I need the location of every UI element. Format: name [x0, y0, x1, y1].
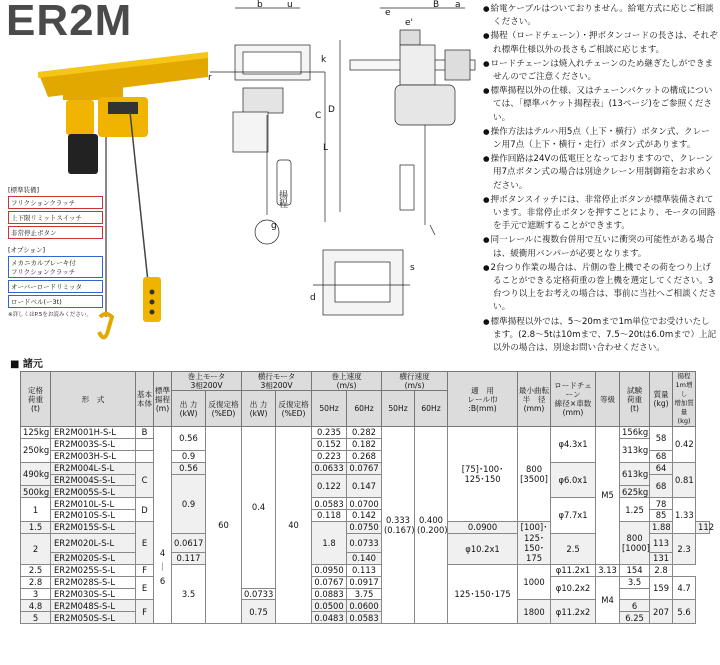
th-trav-50hz: 50Hz	[382, 391, 415, 427]
th-chain: ロードチェーン 線径×車数 (mm)	[551, 372, 596, 427]
th-capacity: 定格 荷重 (t)	[21, 372, 51, 427]
cell-body	[136, 438, 154, 450]
cell-capacity: 3	[21, 588, 51, 600]
legend-standard-item: フリクションクラッチ	[8, 196, 103, 209]
cell-extra: 5.6	[673, 600, 696, 624]
th-lift: 標準 揚程 (m)	[154, 372, 172, 427]
cell-test: 2.5	[551, 534, 596, 565]
cell-s60: 0.147	[347, 474, 382, 498]
th-body: 基本 本体	[136, 372, 154, 427]
cell-model: ER2M030S-S-L	[51, 588, 136, 600]
th-hoist-motor: 巻上モータ 3相200V	[172, 372, 242, 391]
dim-r: r	[208, 73, 212, 83]
cell-extra: 0.42	[673, 427, 696, 463]
cell-s50: 0.235	[312, 427, 347, 439]
cell-s50: 0.0950	[312, 564, 347, 576]
dim-C: C	[315, 111, 322, 121]
cell-capacity: 4.8	[21, 600, 51, 612]
cell-chain: φ11.2x2	[551, 600, 596, 624]
cell-output: 0.56	[172, 462, 206, 474]
cell-model: ER2M010L-S-L	[51, 498, 136, 510]
note-item: ● 標準揚程以外では、5〜20mまで1m単位でお受けいたします。(2.8〜5tは10mまで、7.5〜20tは6.0mまで）上記以外の場合は、別途お問い合わせください。	[483, 315, 718, 356]
th-output: 出 力 (kW)	[172, 391, 206, 427]
cell-chain: φ6.0x1	[551, 462, 596, 498]
th-hoist-speed: 巻上速度 (m/s)	[312, 372, 382, 391]
cell-radius: 1800	[518, 600, 551, 624]
cell-chain: φ4.3x1	[551, 427, 596, 463]
cell-test: 1.88	[650, 522, 673, 534]
cell-model: ER2M020S-S-L	[51, 552, 136, 564]
note-item: ● 標準揚程以外の仕様、又はチェーンバケットの構成については、「標準バケット揚程表」(13ページ)をご参照ください。	[483, 84, 718, 125]
cell-capacity: 2.5	[21, 564, 51, 576]
cell-radius: 800 [1000]	[620, 522, 650, 565]
cell-s50: 0.0617	[172, 534, 206, 553]
cell-s60: 0.113	[347, 564, 382, 576]
cell-grade: M4	[596, 576, 620, 624]
cell-output: 3.5	[172, 564, 206, 623]
cell-model: ER2M010S-S-L	[51, 510, 136, 522]
cell-grade: M5	[596, 427, 620, 565]
cell-s50: 0.0583	[312, 498, 347, 510]
cell-capacity: 125kg	[21, 427, 51, 439]
cell-chain: φ10.2x2	[551, 576, 596, 600]
dim-b: b	[257, 0, 263, 10]
cell-mass: 78	[650, 498, 673, 510]
cell-model: ER2M050S-S-L	[51, 612, 136, 624]
cell-s50: 0.0483	[312, 612, 347, 624]
cell-body	[136, 450, 154, 462]
note-item: ● 給電ケーブルはついておりません。給電方式に応じご相談ください。	[483, 2, 718, 29]
cell-output: 0.56	[172, 427, 206, 451]
dim-e: e	[385, 8, 391, 18]
cell-chain: φ10.2x1	[448, 534, 518, 565]
cell-body: E	[136, 576, 154, 600]
cell-body: B	[136, 427, 154, 439]
th-model: 形 式	[51, 372, 136, 427]
cell-model: ER2M005S-S-L	[51, 486, 136, 498]
cell-s60: 0.0733	[347, 534, 382, 553]
cell-s50: 0.0733	[242, 588, 276, 600]
cell-capacity: 490kg	[21, 462, 51, 486]
cell-s60: 0.0767	[347, 462, 382, 474]
dim-lift: 揚程	[277, 190, 287, 208]
dim-g: g	[271, 221, 277, 231]
cell-s50: 0.122	[312, 474, 347, 498]
note-item: ● 操作回路は24Vの低電圧となっておりますので、クレーン用7点ボタン式の場合は別途クレーン用制御箱をお求めください。	[483, 152, 718, 193]
dim-k: k	[321, 55, 327, 65]
dim-s: s	[410, 263, 415, 273]
cell-mass: 131	[650, 552, 673, 564]
dimension-drawing	[205, 0, 480, 345]
cell-mass: 154	[620, 564, 650, 576]
cell-s60: 0.0883	[312, 588, 347, 600]
cell-extra: 0.81	[673, 462, 696, 498]
cell-test: 6	[620, 600, 650, 612]
cell-s60: 0.0917	[347, 576, 382, 588]
cell-s60: 0.140	[347, 552, 382, 564]
cell-output: 0.9	[172, 450, 206, 462]
cell-model: ER2M003S-S-L	[51, 438, 136, 450]
cell-s60: 0.182	[347, 438, 382, 450]
cell-test: 313kg	[620, 438, 650, 462]
th-radius: 最小曲転 半 径 (mm)	[518, 372, 551, 427]
th-mass: 質量 (kg)	[650, 372, 673, 427]
cell-extra: 1.33	[673, 498, 696, 534]
note-item: ● 同一レールに複数台併用で互いに衝突の可能性がある場合は、緩衝用バンパーが必要となります。	[483, 233, 718, 260]
th-trav-speed: 横行速度 (m/s)	[382, 372, 448, 391]
cell-test: 1.25	[620, 498, 650, 522]
th-trav-output: 出 力 (kW)	[242, 391, 276, 427]
cell-s60: 0.0900	[448, 522, 518, 534]
cell-extra: 2.8	[650, 564, 673, 576]
cell-rail: 125･150･175	[448, 564, 518, 623]
th-50hz: 50Hz	[312, 391, 347, 427]
cell-body: E	[136, 522, 154, 565]
note-item: ● 揚程（ロードチェーン）・押ボタンコードの長さは、それぞれ標準仕様以外の長さもご相談に応じます。	[483, 29, 718, 56]
cell-model: ER2M020L-S-L	[51, 534, 136, 553]
th-trav-ed: 反復定格 (%ED)	[276, 391, 312, 427]
cell-rail: [100]･125･ 150･175	[518, 522, 551, 565]
note-item: ● 2台つり作業の場合は、片側の巻上機でその荷をつり上げることができる定格荷重の巻上機を選定してください。3台つり以上をお考えの場合は、事前に当社へご相談ください。	[483, 261, 718, 315]
photo-legend	[8, 182, 103, 318]
cell-mass: 58	[650, 427, 673, 451]
legend-option-item: オーバーロードリミッタ	[8, 280, 103, 293]
spec-table	[20, 371, 715, 624]
cell-body: C	[136, 462, 154, 498]
cell-model: ER2M015S-S-L	[51, 522, 136, 534]
cell-mass: 207	[650, 600, 673, 624]
cell-capacity: 1	[21, 498, 51, 522]
th-rail: 適 用 レール巾 :B(mm)	[448, 372, 518, 427]
legend-option-header: [オプション]	[8, 246, 45, 254]
cell-s50: 0.0767	[312, 576, 347, 588]
cell-test: 613kg	[620, 462, 650, 486]
th-extra: 揚程 1m増し 増加質量 (kg)	[674, 372, 694, 425]
cell-mass: 112	[696, 522, 710, 534]
dim-d: d	[310, 293, 316, 303]
cell-test: 156kg	[620, 427, 650, 439]
cell-extra: 4.7	[673, 576, 696, 600]
legend-note: ※詳しくはP.5をお読みください。	[8, 312, 92, 318]
cell-trav-output: 0.75	[242, 600, 276, 624]
note-item: ● ロードチェーンは焼入れチェーンのため継ぎたしができませんのでご注意ください。	[483, 57, 718, 84]
dim-B: B	[433, 0, 440, 10]
page-title: ER2M	[6, 0, 133, 45]
th-grade: 等級	[596, 372, 620, 427]
cell-s60: 0.282	[347, 427, 382, 439]
cell-extra: 2.3	[673, 534, 696, 565]
dim-a: a	[455, 0, 461, 10]
cell-radius: 1000	[518, 564, 551, 600]
cell-test: 3.5	[620, 576, 650, 588]
cell-output: 1.8	[312, 522, 347, 565]
cell-test: 625kg	[620, 486, 650, 498]
th-test: 試験 荷重 (t)	[620, 372, 650, 427]
dim-D: D	[328, 105, 335, 115]
cell-model: ER2M048S-S-L	[51, 600, 136, 612]
cell-radius: 800 [3500]	[518, 427, 551, 522]
cell-s50: 0.223	[312, 450, 347, 462]
legend-standard-header: [標準装備]	[8, 186, 40, 194]
dim-u: u	[287, 0, 293, 10]
cell-mass: 85	[650, 510, 673, 522]
cell-test: 6.25	[620, 612, 650, 624]
cell-chain: φ11.2x1	[551, 564, 596, 576]
cell-s60: 0.0600	[347, 600, 382, 612]
cell-trav-s60: 0.400 (0.200)	[415, 427, 448, 624]
cell-s60: 0.0700	[347, 498, 382, 510]
cell-mass: 113	[650, 534, 673, 553]
cell-model: ER2M001H-S-L	[51, 427, 136, 439]
cell-capacity: 2	[21, 534, 51, 565]
cell-s60: 0.268	[347, 450, 382, 462]
cell-trav-s50: 0.333 (0.167)	[382, 427, 415, 624]
cell-model: ER2M004L-S-L	[51, 462, 136, 474]
dim-e-prime: e'	[405, 18, 414, 28]
cell-capacity: 250kg	[21, 438, 51, 462]
cell-lift: 4 ｜ 6	[154, 427, 172, 624]
cell-capacity: 5	[21, 612, 51, 624]
notes-list	[483, 2, 718, 355]
cell-capacity: 1.5	[21, 522, 51, 534]
cell-body: D	[136, 498, 154, 522]
dim-L: L	[323, 143, 329, 153]
note-item: ● 操作方法はテルハ用5点（上下・横行）ボタン式、クレーン用7点（上下・横行・走行）ボタン式があります。	[483, 125, 718, 152]
cell-mass: 159	[650, 576, 673, 600]
legend-standard-item: 上下限リミットスイッチ	[8, 211, 103, 224]
section-title: ■ 諸元	[10, 359, 43, 370]
cell-mass: 64	[650, 462, 673, 474]
th-60hz: 60Hz	[347, 391, 382, 427]
cell-model: ER2M003H-S-L	[51, 450, 136, 462]
cell-capacity: 500kg	[21, 486, 51, 498]
th-trav-60hz: 60Hz	[415, 391, 448, 427]
legend-option-item: メカニカルブレーキ付 フリクションクラッチ	[8, 256, 103, 278]
cell-model: ER2M004S-S-L	[51, 474, 136, 486]
cell-test: 3.75	[347, 588, 382, 600]
cell-mass: 68	[650, 450, 673, 462]
cell-capacity: 2.8	[21, 576, 51, 588]
cell-s50: 0.152	[312, 438, 347, 450]
cell-rail: [75]･100･ 125･150	[448, 427, 518, 522]
legend-standard-item: 非常停止ボタン	[8, 226, 103, 239]
cell-s50: 0.0633	[312, 462, 347, 474]
cell-output: 0.9	[172, 474, 206, 533]
cell-model: ER2M028S-S-L	[51, 576, 136, 588]
cell-chain: φ7.7x1	[551, 498, 596, 534]
cell-body: F	[136, 600, 154, 624]
cell-trav-ed: 40	[276, 427, 312, 624]
cell-test: 3.13	[596, 564, 620, 576]
cell-s50: 0.0500	[312, 600, 347, 612]
note-item: ● 押ボタンスイッチには、非常停止ボタンが標準装備されています。非常停止ボタンを押すことにより、モータの回路を手元で遮断することができます。	[483, 193, 718, 234]
cell-body: F	[136, 564, 154, 576]
cell-s50: 0.117	[172, 552, 206, 564]
legend-option-item: ロードベル(ー3t)	[8, 295, 103, 308]
th-trav-motor: 横行モータ 3相200V	[242, 372, 312, 391]
cell-s50: 0.0750	[347, 522, 382, 534]
cell-s60: 0.142	[347, 510, 382, 522]
cell-ed: 60	[206, 427, 242, 624]
th-ed: 反復定格 (%ED)	[206, 391, 242, 427]
cell-trav-output: 0.4	[242, 427, 276, 589]
cell-s50: 0.118	[312, 510, 347, 522]
cell-model: ER2M025S-S-L	[51, 564, 136, 576]
cell-mass: 68	[650, 474, 673, 498]
cell-s60: 0.0583	[347, 612, 382, 624]
